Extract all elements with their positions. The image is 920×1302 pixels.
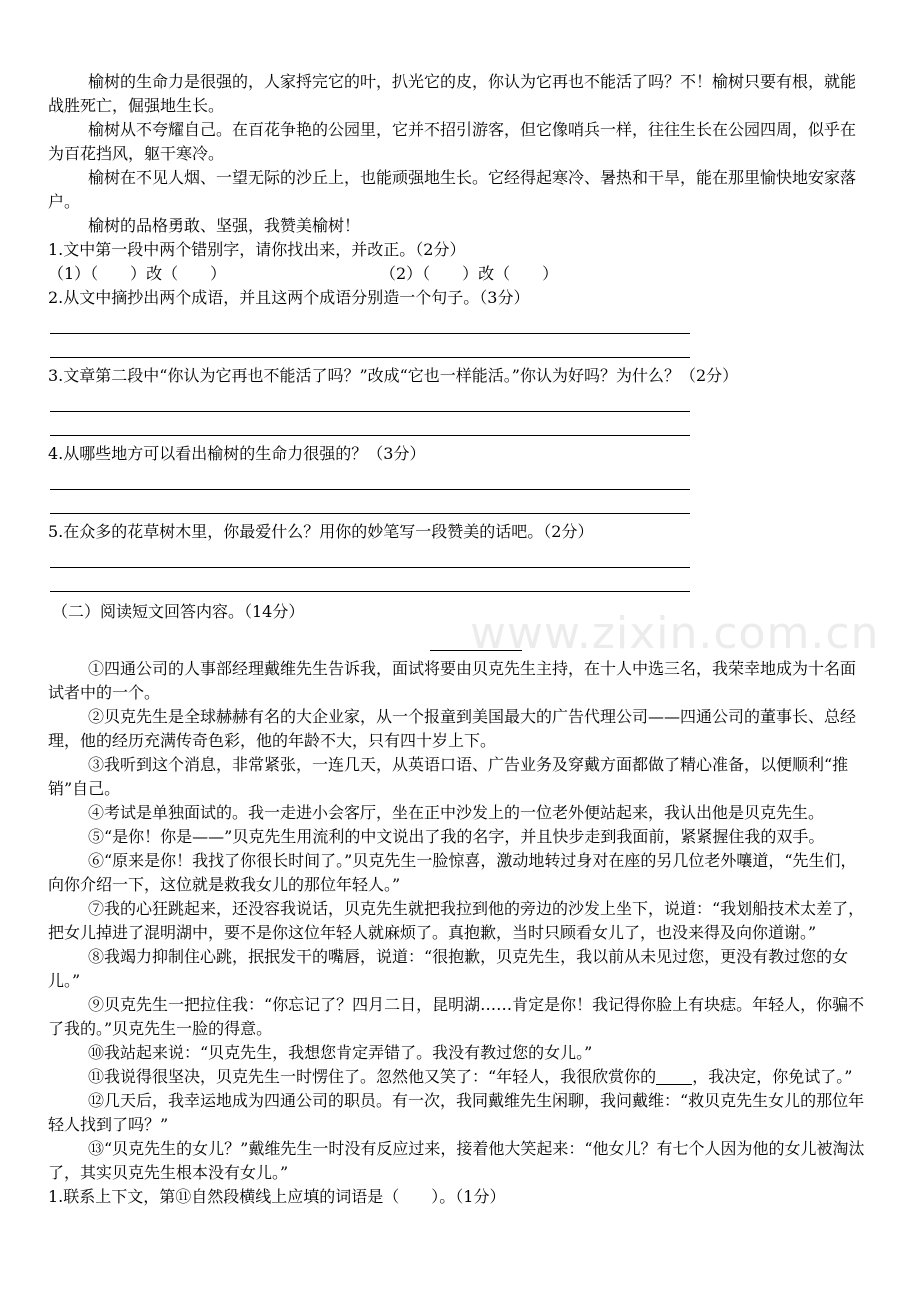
question-3: 3.文章第二段中“你认为它再也不能活了吗？”改成“它也一样能活。”你认为好吗？为什么？（2分） <box>48 366 739 385</box>
paragraph: ⑩我站起来说：“贝克先生，我想您肯定弄错了。我没有教过您的女儿。” <box>88 1043 593 1062</box>
answer-line[interactable] <box>50 412 690 436</box>
section-heading: （二）阅读短文回答内容。（14分） <box>52 602 305 621</box>
question-2: 2.从文中摘抄出两个成语，并且这两个成语分别造一个句子。（3分） <box>48 288 530 307</box>
paragraph: 榆树从不夸耀自己。在百花争艳的公园里，它并不招引游客，但它像哨兵一样，往往生长在公园四周，似乎在为百花挡风，躯干寒冷。 <box>48 120 857 163</box>
question-reading-1: 1.联系上下文，第⑪自然段横线上应填的词语是（ ）。（1分） <box>48 1187 506 1206</box>
blank-pair-2[interactable]: （2）（ ）改（ ） <box>380 264 559 283</box>
paragraph: ⑨贝克先生一把拉住我：“你忘记了？四月二日，昆明湖……肯定是你！我记得你脸上有块痣。年轻人，你骗不了我的。”贝克先生一脸的得意。 <box>48 995 865 1038</box>
answer-line[interactable] <box>50 310 690 334</box>
paragraph: ⑬“贝克先生的女儿？”戴维先生一时没有反应过来，接着他大笑起来：“他女儿？有七个人因为他的女儿被淘汰了，其实贝克先生根本没有女儿。” <box>48 1139 865 1182</box>
blank-pair-1[interactable]: （1）（ ）改（ ） <box>48 264 227 283</box>
paragraph: ⑧我竭力抑制住心跳，抿抿发干的嘴唇，说道：“很抱歉，贝克先生，我以前从未见过您，更没有教过您的女儿。” <box>48 947 849 990</box>
question-1-blanks <box>48 262 870 286</box>
paragraph: ①四通公司的人事部经理戴维先生告诉我，面试将要由贝克先生主持，在十人中选三名，我荣幸地成为十名面试者中的一个。 <box>48 659 857 702</box>
paragraph: ④考试是单独面试的。我一走进小会客厅，坐在正中沙发上的一位老外便站起来，我认出他是贝克先生。 <box>88 803 825 822</box>
paragraph: 榆树在不见人烟、一望无际的沙丘上，也能顽强地生长。它经得起寒冷、暑热和干旱，能在那里愉快地安家落户。 <box>48 168 857 211</box>
answer-line[interactable] <box>50 466 690 490</box>
paragraph: ⑤“是你！你是——”贝克先生用流利的中文说出了我的名字，并且快步走到我面前，紧紧握住我的双手。 <box>88 827 825 846</box>
paragraph: ⑫几天后，我幸运地成为四通公司的职员。有一次，我同戴维先生闲聊，我问戴维：“救贝克先生女儿的那位年轻人找到了吗？” <box>48 1091 865 1134</box>
paragraph: ②贝克先生是全球赫赫有名的大企业家，从一个报童到美国最大的广告代理公司——四通公司的董事长、总经理，他的经历充满传奇色彩，他的年龄不大，只有四十岁上下。 <box>48 707 857 750</box>
answer-line[interactable] <box>50 544 690 568</box>
title-blank-line[interactable] <box>430 632 522 651</box>
paragraph-11-end: ，我决定，你免试了。” <box>692 1067 853 1086</box>
question-4: 4.从哪些地方可以看出榆树的生命力很强的？（3分） <box>48 444 426 463</box>
worksheet-page <box>48 70 870 1209</box>
watermark: www.zixin.com.cn <box>470 608 880 659</box>
answer-line[interactable] <box>50 388 690 412</box>
paragraph: ⑥“原来是你！我找了你很长时间了。”贝克先生一脸惊喜，激动地转过身对在座的另几位老外嚷道，“先生们，向你介绍一下，这位就是救我女儿的那位年轻人。” <box>48 851 857 894</box>
answer-line[interactable] <box>50 490 690 514</box>
question-1: 1.文中第一段中两个错别字，请你找出来，并改正。（2分） <box>48 240 466 259</box>
question-5: 5.在众多的花草树木里，你最爱什么？用你的妙笔写一段赞美的话吧。（2分） <box>48 522 594 541</box>
fill-in-blank[interactable] <box>656 1068 692 1085</box>
answer-line[interactable] <box>50 334 690 358</box>
paragraph: ③我听到这个消息，非常紧张，一连几天，从英语口语、广告业务及穿戴方面都做了精心准备，以便顺利“推销”自己。 <box>48 755 849 798</box>
paragraph-11 <box>48 1065 870 1089</box>
paragraph-11-start: ⑪我说得很坚决，贝克先生一时愣住了。忽然他又笑了：“年轻人，我很欣赏你的 <box>88 1067 657 1086</box>
paragraph: 榆树的生命力是很强的，人家捋完它的叶，扒光它的皮，你认为它再也不能活了吗？不！榆树只要有根，就能战胜死亡，倔强地生长。 <box>48 72 857 115</box>
paragraph: ⑦我的心狂跳起来，还没容我说话，贝克先生就把我拉到他的旁边的沙发上坐下，说道：“我划船技术太差了，把女儿掉进了混明湖中，要不是你这位年轻人就麻烦了。真抱歉，当时只顾看女儿了，也没来得及向你道谢。” <box>48 899 865 942</box>
answer-line[interactable] <box>50 568 690 592</box>
paragraph: 榆树的品格勇敢、坚强，我赞美榆树！ <box>88 216 361 235</box>
